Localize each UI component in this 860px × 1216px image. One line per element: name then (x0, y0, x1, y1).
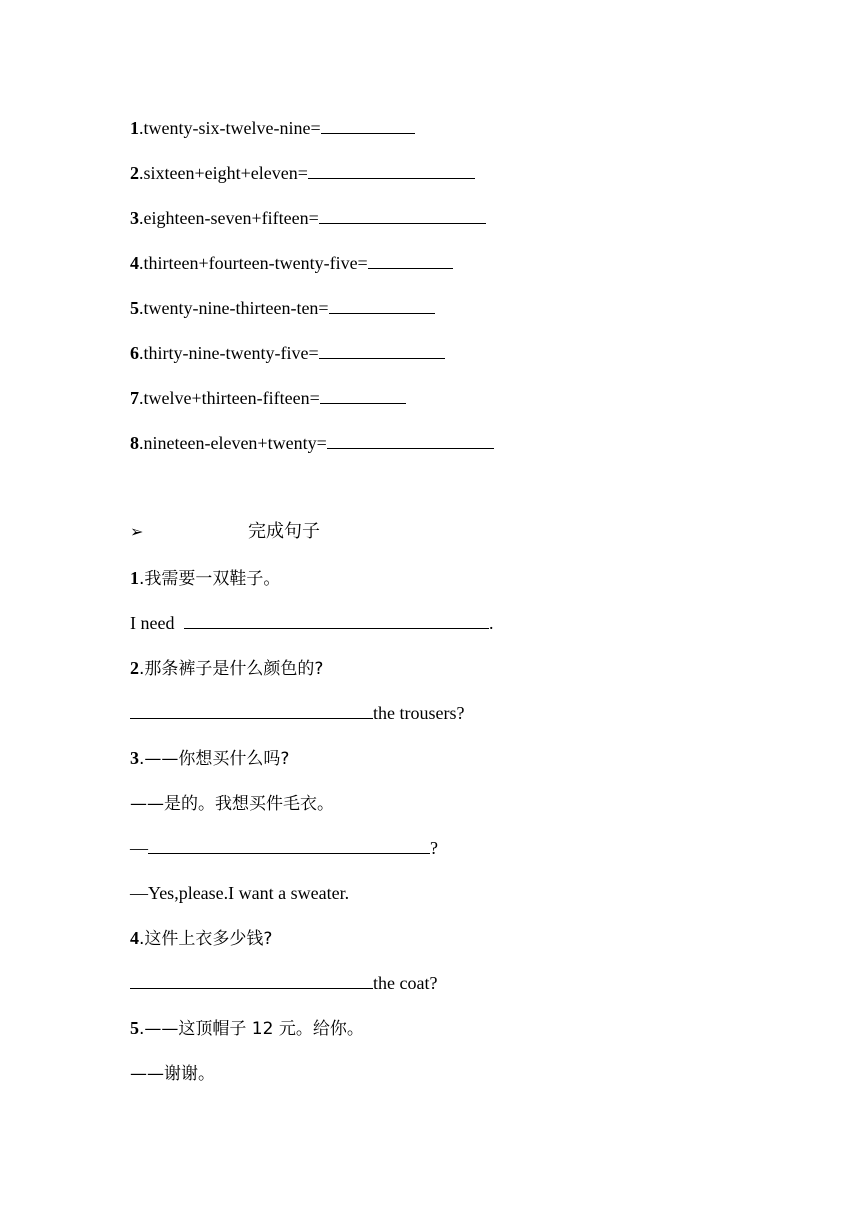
q4-chinese (130, 927, 272, 950)
item-number: 6 (130, 343, 139, 363)
math-item-1 (130, 117, 415, 139)
chinese-reply: ——谢谢。 (130, 1064, 215, 1084)
answer-blank[interactable] (320, 387, 406, 404)
item-number: 4 (130, 928, 139, 948)
answer-blank[interactable] (130, 702, 373, 719)
q2-chinese (130, 657, 323, 680)
item-text: .twenty-nine-thirteen-ten= (139, 298, 329, 318)
q1-chinese (130, 567, 280, 590)
item-number: 1 (130, 118, 139, 138)
q3-chinese (130, 747, 289, 770)
q3-english (130, 837, 438, 859)
answer-blank[interactable] (319, 207, 486, 224)
q1-english (130, 612, 493, 634)
math-item-3 (130, 207, 486, 229)
item-number: 3 (130, 748, 139, 768)
item-number: 2 (130, 163, 139, 183)
q4-english (130, 972, 437, 994)
answer-blank[interactable] (329, 297, 435, 314)
item-text: .eighteen-seven+fifteen= (139, 208, 319, 228)
chinese-prompt: .那条裤子是什么颜色的? (139, 659, 324, 679)
item-text: .twelve+thirteen-fifteen= (139, 388, 320, 408)
q3-chinese-reply (130, 792, 334, 815)
math-item-5 (130, 297, 435, 319)
item-text: .twenty-six-twelve-nine= (139, 118, 321, 138)
answer-blank[interactable] (184, 612, 489, 629)
math-item-4 (130, 252, 453, 274)
math-item-7 (130, 387, 406, 409)
item-number: 7 (130, 388, 139, 408)
section-title: 完成句子 (248, 521, 320, 542)
english-before: — (130, 838, 148, 858)
chinese-prompt: .我需要一双鞋子。 (139, 569, 281, 589)
item-text: .sixteen+eight+eleven= (139, 163, 308, 183)
answer-blank[interactable] (327, 432, 494, 449)
math-item-2 (130, 162, 475, 184)
chinese-reply: ——是的。我想买件毛衣。 (130, 794, 334, 814)
answer-blank[interactable] (130, 972, 373, 989)
item-text: .nineteen-eleven+twenty= (139, 433, 327, 453)
english-after: . (488, 613, 494, 633)
english-before: I need (130, 613, 179, 633)
math-item-6 (130, 342, 445, 364)
answer-blank[interactable] (368, 252, 453, 269)
chinese-prompt: .——这顶帽子 12 元。给你。 (139, 1019, 364, 1039)
chinese-prompt: .这件上衣多少钱? (139, 929, 273, 949)
q5-chinese-reply (130, 1062, 215, 1085)
item-number: 3 (130, 208, 139, 228)
english-after: the coat? (373, 973, 438, 993)
item-number: 2 (130, 658, 139, 678)
item-number: 1 (130, 568, 139, 588)
answer-blank[interactable] (308, 162, 475, 179)
q3-english-reply (130, 882, 349, 904)
q2-english (130, 702, 464, 724)
english-reply: —Yes,please.I want a sweater. (130, 883, 350, 903)
item-number: 5 (130, 1018, 139, 1038)
item-number: 8 (130, 433, 139, 453)
item-number: 5 (130, 298, 139, 318)
item-text: .thirteen+fourteen-twenty-five= (139, 253, 368, 273)
answer-blank[interactable] (321, 117, 415, 134)
answer-blank[interactable] (319, 342, 445, 359)
item-number: 4 (130, 253, 139, 273)
math-item-8 (130, 432, 494, 454)
english-after: the trousers? (373, 703, 465, 723)
q5-chinese (130, 1017, 364, 1040)
english-after: ? (430, 838, 438, 858)
answer-blank[interactable] (148, 837, 430, 854)
arrow-bullet-icon: ➢ (130, 524, 144, 541)
item-text: .thirty-nine-twenty-five= (139, 343, 319, 363)
chinese-prompt: .——你想买什么吗? (139, 749, 290, 769)
